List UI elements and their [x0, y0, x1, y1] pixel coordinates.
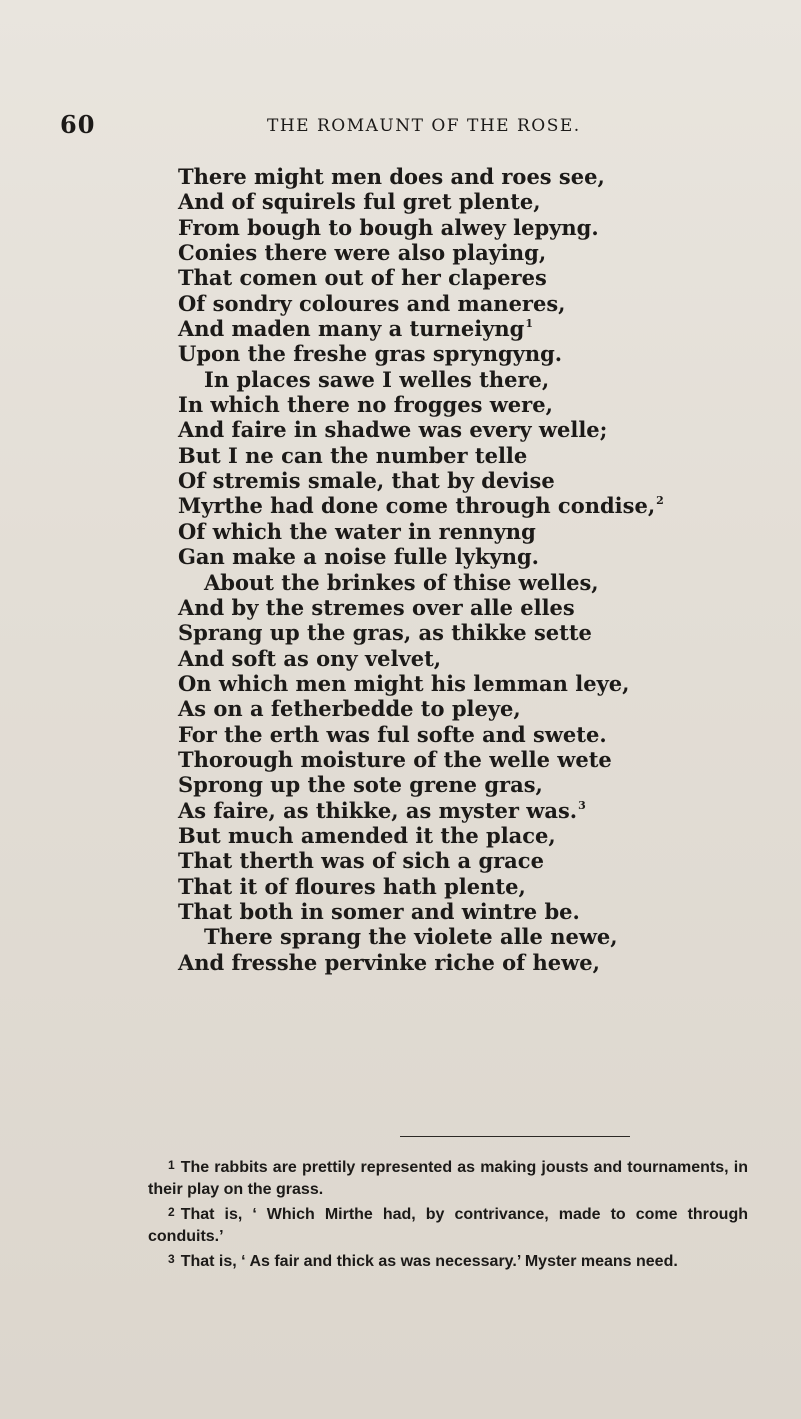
poem-line — [178, 189, 778, 214]
poem-line-text: Sprong up the sote grene gras, — [178, 772, 543, 798]
poem-line-text: Of which the water in rennyng — [178, 518, 536, 544]
poem-line — [178, 620, 778, 645]
poem-line — [178, 215, 778, 240]
poem-line — [178, 950, 778, 975]
footnote-reference: 3 — [578, 798, 586, 812]
footnote-rule — [400, 1136, 630, 1137]
poem-line — [178, 316, 778, 341]
running-title: THE ROMAUNT OF THE ROSE. — [267, 116, 581, 136]
poem-line — [178, 874, 778, 899]
poem-line-text: Sprang up the gras, as thikke sette — [178, 620, 592, 646]
poem-line — [178, 924, 778, 949]
poem-line-text: But I ne can the number telle — [178, 442, 528, 468]
poem-line — [178, 544, 778, 569]
poem-line-text: Upon the freshe gras spryngyng. — [178, 341, 563, 367]
poem-line — [178, 341, 778, 366]
page-number: 60 — [60, 110, 96, 139]
poem-line — [178, 696, 778, 721]
poem-line — [178, 570, 778, 595]
poem-line — [178, 595, 778, 620]
footnote-number: 2 — [168, 1205, 175, 1219]
poem-line-text: Of stremis smale, that by devise — [178, 468, 555, 494]
poem-line-text: And maden many a turneiyng — [178, 316, 525, 342]
poem-line-text: On which men might his lemman leye, — [178, 670, 630, 696]
poem-line — [178, 772, 778, 797]
poem-line-text: There might men does and roes see, — [178, 164, 605, 189]
footnote-reference: 1 — [525, 317, 533, 331]
poem-line — [178, 291, 778, 316]
poem-line — [178, 848, 778, 873]
poem-line — [178, 722, 778, 747]
poem-line-text: Myrthe had done come through condise, — [178, 493, 656, 519]
poem-line-text: As faire, as thikke, as myster was. — [178, 797, 578, 823]
poem-line — [178, 899, 778, 924]
poem-line — [178, 468, 778, 493]
footnote-text: That is, ‘ As fair and thick as was necessary.’ Myster means need. — [180, 1253, 678, 1270]
footnotes — [148, 1154, 748, 1273]
poem-line-text: That it of floures hath plente, — [178, 873, 526, 899]
poem-line — [178, 265, 778, 290]
footnote-text: That is, ‘ Which Mirthe had, by contrivance, made to come through conduits.’ — [148, 1206, 748, 1245]
poem-line-text: And of squirels ful gret plente, — [178, 189, 541, 215]
footnote-reference: 2 — [656, 494, 664, 508]
poem-line — [178, 417, 778, 442]
poem-line-text: Thorough moisture of the welle wete — [178, 746, 612, 772]
poem-line — [178, 367, 778, 392]
poem-line-text: In which there no frogges were, — [178, 392, 553, 418]
poem-line — [178, 493, 778, 518]
footnote — [148, 1201, 748, 1248]
poem-line-text: But much amended it the place, — [178, 822, 556, 848]
poem-line — [178, 164, 778, 189]
poem-line-text: For the erth was ful softe and swete. — [178, 721, 607, 747]
poem-line-text: And by the stremes over alle elles — [178, 594, 575, 620]
poem-line — [178, 798, 778, 823]
poem-line — [178, 671, 778, 696]
footnote-number: 3 — [168, 1252, 175, 1266]
poem-line-text: There sprang the violete alle newe, — [204, 924, 618, 950]
poem-line-text: And faire in shadwe was every welle; — [178, 417, 608, 443]
poem-line-text: Of sondry coloures and maneres, — [178, 290, 566, 316]
poem-line-text: That comen out of her claperes — [178, 265, 547, 291]
poem-line-text: And soft as ony velvet, — [178, 645, 442, 671]
poem-line-text: In places sawe I welles there, — [204, 366, 550, 392]
poem-line-text: As on a fetherbedde to pleye, — [178, 696, 521, 722]
running-head — [60, 110, 740, 150]
poem-line — [178, 392, 778, 417]
poem-text — [178, 164, 778, 975]
footnote — [148, 1248, 748, 1273]
poem-line-text: From bough to bough alwey lepyng. — [178, 214, 599, 240]
poem-line-text: Gan make a noise fulle lykyng. — [178, 544, 539, 570]
poem-line — [178, 443, 778, 468]
poem-line — [178, 823, 778, 848]
poem-line-text: Conies there were also playing, — [178, 240, 547, 266]
poem-line-text: And fresshe pervinke riche of hewe, — [178, 949, 600, 975]
footnote — [148, 1154, 748, 1201]
poem-line — [178, 240, 778, 265]
footnote-text: The rabbits are prettily represented as making jousts and tournaments, in their play on the grass. — [148, 1159, 748, 1198]
poem-line — [178, 747, 778, 772]
footnote-number: 1 — [168, 1158, 175, 1172]
poem-line-text: That both in somer and wintre be. — [178, 898, 580, 924]
poem-line-text: That therth was of sich a grace — [178, 848, 544, 874]
poem-line-text: About the brinkes of thise welles, — [204, 569, 599, 595]
poem-line — [178, 646, 778, 671]
poem-line — [178, 519, 778, 544]
